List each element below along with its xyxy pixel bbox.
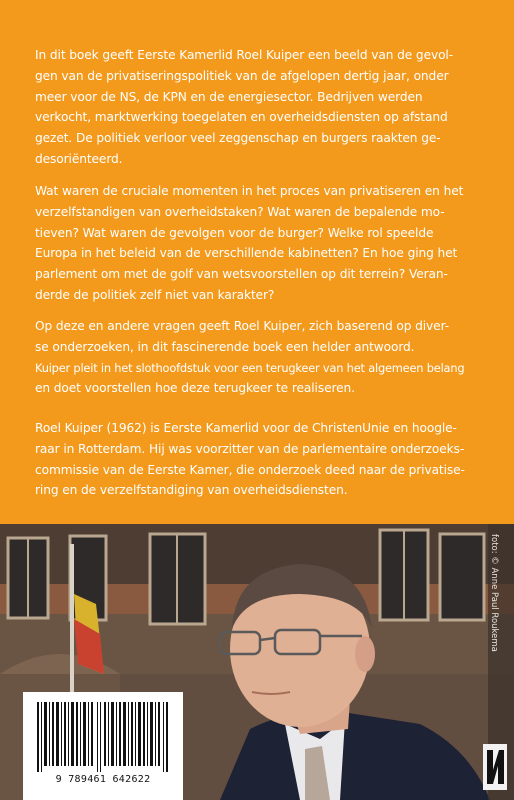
isbn-number: 9 789461 642622 <box>55 774 151 785</box>
blurb-line: tieven? Wat waren de gevolgen voor de burger? Welke rol speelde <box>35 225 434 240</box>
blurb-line: parlement om met de golf van wetsvoorstellen op dit terrein? Veran- <box>35 267 448 282</box>
blurb-line: derde de politiek zelf niet van karakter? <box>35 287 275 302</box>
barcode <box>23 692 183 800</box>
blurb-line: gen van de privatiseringspolitiek van de afgelopen dertig jaar, onder <box>35 68 449 83</box>
blurb-line: Roel Kuiper (1962) is Eerste Kamerlid voor de ChristenUnie en hoogle- <box>35 421 457 435</box>
blurb-line: meer voor de NS, de KPN en de energiesector. Bedrijven werden <box>35 89 423 104</box>
blurb-paragraph-2 <box>35 181 487 306</box>
blurb-line: commissie van de Eerste Kamer, die onderzoek deed naar de privatise- <box>35 462 465 477</box>
publisher-logo-icon <box>483 744 507 790</box>
blurb-line: Europa in het beleid van de verschillende kabinetten? En hoe ging het <box>35 246 458 261</box>
blurb-line: verkocht, marktwerking toegelaten en overheidsdiensten op afstand <box>35 110 448 125</box>
photo-credit: foto: © Anne Paul Roukema <box>489 534 499 652</box>
blurb-paragraph-3 <box>35 316 487 399</box>
blurb-line: desoriënteerd. <box>35 151 123 166</box>
blurb-line: se onderzoeken, in dit fascinerende boek een helder antwoord. <box>35 339 415 354</box>
barcode-bars <box>37 702 169 772</box>
blurb-line: ring en de verzelfstandiging van overheidsdiensten. <box>35 483 348 498</box>
blurb-line: Wat waren de cruciale momenten in het proces van privatiseren en het <box>35 184 464 198</box>
blurb-line: gezet. De politiek verloor veel zeggenschap en burgers raakten ge- <box>35 131 441 146</box>
blurb-paragraph-1 <box>35 45 487 170</box>
blurb-line: raar in Rotterdam. Hij was voorzitter van de parlementaire onderzoeks- <box>35 441 465 456</box>
blurb-line: In dit boek geeft Eerste Kamerlid Roel Kuiper een beeld van de gevol- <box>35 48 454 62</box>
author-bio-paragraph <box>35 418 487 501</box>
blurb-line: Kuiper pleit in het slothoofdstuk voor een terugkeer van het algemeen belang <box>35 360 465 375</box>
blurb-line: en doet voorstellen hoe deze terugkeer te realiseren. <box>35 381 355 396</box>
blurb-line: verzelfstandigen van overheidstaken? Wat waren de bepalende mo- <box>35 204 445 219</box>
blurb-line: Op deze en andere vragen geeft Roel Kuiper, zich baserend op diver- <box>35 319 449 333</box>
